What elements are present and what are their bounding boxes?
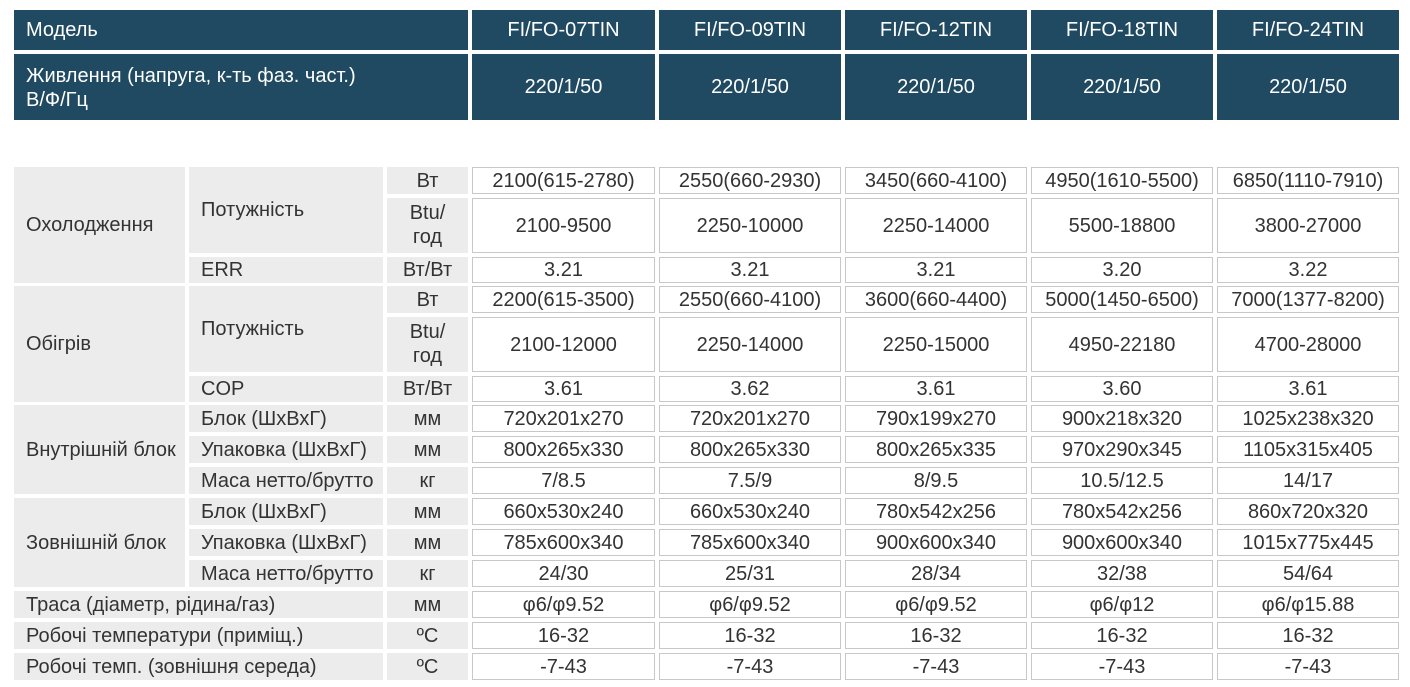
value-cell xyxy=(845,560,1027,587)
value-cell xyxy=(1217,591,1399,618)
group-text: Охолодження xyxy=(26,214,154,236)
unit-cell xyxy=(387,198,468,253)
value-cell xyxy=(472,622,655,649)
group-text: Внутрішній блок xyxy=(26,438,176,461)
param-outdoor-block xyxy=(189,498,383,525)
value-text: 970x290x345 xyxy=(1061,438,1183,461)
value-text: 3600(660-4400) xyxy=(864,288,1008,311)
unit-cell xyxy=(387,560,468,587)
value-text: 2250-14000 xyxy=(882,214,990,237)
unit-cell xyxy=(387,257,468,283)
value-cell xyxy=(472,167,655,194)
value-text: 16-32 xyxy=(1282,624,1334,647)
unit-text: год xyxy=(412,226,443,248)
unit-cell xyxy=(387,376,468,402)
value-text: 785x600x340 xyxy=(689,531,811,554)
param-text: Блок (ШхВхГ) xyxy=(201,500,327,523)
param-indoor-mass xyxy=(189,467,383,494)
power-text: 220/1/50 xyxy=(1269,76,1347,98)
value-text: 3.21 xyxy=(916,259,956,281)
param-text: COP xyxy=(201,378,245,400)
value-text: -7-43 xyxy=(1098,655,1146,678)
value-text: 7000(1377-8200) xyxy=(1231,288,1385,311)
value-text: 900x218x320 xyxy=(1061,407,1183,430)
value-cell xyxy=(1217,317,1399,372)
value-text: 790x199x270 xyxy=(875,407,997,430)
model-text: FI/FO-24TIN xyxy=(1251,19,1365,41)
model-name-4 xyxy=(1217,10,1399,50)
value-text: 10.5/12.5 xyxy=(1080,469,1164,492)
value-cell xyxy=(1031,198,1213,253)
value-text: -7-43 xyxy=(726,655,774,678)
value-cell xyxy=(472,405,655,432)
value-cell xyxy=(1217,198,1399,253)
value-cell xyxy=(1217,560,1399,587)
model-header-text: Модель xyxy=(26,19,98,41)
param-text: Маса нетто/брутто xyxy=(201,562,374,585)
unit-cell xyxy=(387,436,468,463)
value-text: 28/34 xyxy=(910,562,962,585)
value-text: 3.21 xyxy=(544,259,583,281)
power-supply-value-3 xyxy=(1031,54,1213,120)
unit-text: Вт/Вт xyxy=(402,378,453,400)
param-text: Блок (ШхВхГ) xyxy=(201,407,327,430)
param-temp-room xyxy=(14,622,383,649)
unit-text: Вт xyxy=(416,288,439,311)
unit-text: мм xyxy=(413,407,442,430)
unit-text: кг xyxy=(419,469,436,492)
value-text: 860x720x320 xyxy=(1247,500,1369,523)
value-text: 3.22 xyxy=(1288,259,1328,281)
value-text: 800x265x330 xyxy=(503,438,624,461)
unit-cell xyxy=(387,622,468,649)
param-text: Потужність xyxy=(201,199,305,221)
param-outdoor-mass xyxy=(189,560,383,587)
value-text: 2200(615-3500) xyxy=(492,288,635,311)
value-text: 4950-22180 xyxy=(1068,333,1176,356)
value-cell xyxy=(1217,529,1399,556)
model-text: FI/FO-09TIN xyxy=(693,19,807,41)
value-cell xyxy=(472,436,655,463)
value-text: 2250-10000 xyxy=(696,214,804,237)
value-cell xyxy=(1217,405,1399,432)
value-text: 800x265x330 xyxy=(689,438,811,461)
value-cell xyxy=(1031,560,1213,587)
param-text: Робочі температури (приміщ.) xyxy=(26,624,304,647)
value-cell xyxy=(1217,167,1399,194)
model-name-0 xyxy=(472,10,655,50)
value-text: 3450(660-4100) xyxy=(864,169,1008,192)
value-cell xyxy=(845,591,1027,618)
unit-cell xyxy=(387,591,468,618)
unit-cell xyxy=(387,653,468,680)
value-text: 2550(660-4100) xyxy=(678,288,822,311)
value-text: 24/30 xyxy=(538,562,589,585)
value-text: 720x201x270 xyxy=(503,407,624,430)
power-supply-value-1 xyxy=(659,54,841,120)
value-text: 4700-28000 xyxy=(1254,333,1362,356)
param-indoor-package xyxy=(189,436,383,463)
group-heating xyxy=(14,286,185,402)
unit-cell xyxy=(387,317,468,372)
value-cell xyxy=(845,622,1027,649)
unit-text: Btu/ xyxy=(409,202,446,224)
value-cell xyxy=(659,560,841,587)
value-cell xyxy=(472,560,655,587)
value-cell xyxy=(472,498,655,525)
value-cell xyxy=(659,529,841,556)
value-cell xyxy=(845,498,1027,525)
value-cell xyxy=(845,286,1027,313)
value-text: 900x600x340 xyxy=(1061,531,1183,554)
value-cell xyxy=(1031,498,1213,525)
value-text: 780x542x256 xyxy=(1061,500,1183,523)
param-text: Робочі темп. (зовнішня середа) xyxy=(26,655,317,678)
unit-cell xyxy=(387,405,468,432)
group-text: Зовнішній блок xyxy=(26,531,166,554)
value-cell xyxy=(1217,286,1399,313)
value-text: 2100-9500 xyxy=(515,214,612,237)
value-cell xyxy=(659,498,841,525)
value-text: 16-32 xyxy=(1096,624,1148,647)
param-text: Траса (діаметр, рідина/газ) xyxy=(26,593,276,616)
value-cell xyxy=(845,405,1027,432)
value-cell xyxy=(845,653,1027,680)
value-text: 3.61 xyxy=(916,378,956,400)
value-cell xyxy=(659,405,841,432)
power-text: 220/1/50 xyxy=(711,76,789,98)
param-route xyxy=(14,591,383,618)
value-cell xyxy=(845,317,1027,372)
value-cell xyxy=(1031,653,1213,680)
value-text: 720x201x270 xyxy=(689,407,811,430)
value-cell xyxy=(1217,653,1399,680)
value-cell xyxy=(659,286,841,313)
value-cell xyxy=(845,167,1027,194)
param-indoor-block xyxy=(189,405,383,432)
power-supply-label xyxy=(14,54,468,120)
value-text: φ6/φ15.88 xyxy=(1261,593,1355,616)
value-cell xyxy=(472,591,655,618)
power-supply-value-2 xyxy=(845,54,1027,120)
value-text: 3.61 xyxy=(1288,378,1328,400)
value-text: 800x265x335 xyxy=(875,438,997,461)
unit-cell xyxy=(387,167,468,194)
power-supply-label-line2: В/Ф/Гц xyxy=(26,89,88,111)
unit-cell xyxy=(387,498,468,525)
value-text: -7-43 xyxy=(912,655,960,678)
value-text: 3.20 xyxy=(1102,259,1142,281)
model-text: FI/FO-18TIN xyxy=(1065,19,1179,41)
power-supply-value-4 xyxy=(1217,54,1399,120)
group-outdoor xyxy=(14,498,185,587)
unit-text: ºC xyxy=(416,655,439,678)
value-cell xyxy=(1217,498,1399,525)
value-text: 3800-27000 xyxy=(1254,214,1362,237)
value-text: 8/9.5 xyxy=(913,469,959,492)
value-cell xyxy=(1031,167,1213,194)
value-text: 2100-12000 xyxy=(510,333,617,356)
unit-text: мм xyxy=(413,500,442,523)
value-cell xyxy=(659,257,841,283)
value-text: 900x600x340 xyxy=(875,531,997,554)
value-cell xyxy=(1031,257,1213,283)
unit-text: мм xyxy=(413,531,442,554)
power-text: 220/1/50 xyxy=(1083,76,1161,98)
value-text: 1015x775x445 xyxy=(1242,531,1374,554)
value-cell xyxy=(1217,467,1399,494)
value-cell xyxy=(659,167,841,194)
value-text: 25/31 xyxy=(724,562,776,585)
value-cell xyxy=(659,591,841,618)
value-cell xyxy=(845,436,1027,463)
value-text: 32/38 xyxy=(1096,562,1148,585)
value-cell xyxy=(659,467,841,494)
value-cell xyxy=(472,317,655,372)
value-text: 16-32 xyxy=(910,624,962,647)
model-text: FI/FO-12TIN xyxy=(879,19,993,41)
value-cell xyxy=(845,529,1027,556)
value-cell xyxy=(1031,405,1213,432)
value-text: 1025x238x320 xyxy=(1242,407,1374,430)
value-cell xyxy=(1031,591,1213,618)
model-name-2 xyxy=(845,10,1027,50)
model-name-1 xyxy=(659,10,841,50)
model-name-3 xyxy=(1031,10,1213,50)
group-text: Обігрів xyxy=(26,333,91,355)
unit-text: Вт xyxy=(416,169,439,192)
unit-text: кг xyxy=(419,562,436,585)
value-text: φ6/φ9.52 xyxy=(522,593,605,616)
value-cell xyxy=(472,529,655,556)
value-cell xyxy=(472,467,655,494)
model-text: FI/FO-07TIN xyxy=(507,19,620,41)
unit-cell xyxy=(387,286,468,313)
param-outdoor-package xyxy=(189,529,383,556)
value-cell xyxy=(472,198,655,253)
param-cooling-power xyxy=(189,167,383,253)
group-indoor xyxy=(14,405,185,494)
value-text: 5000(1450-6500) xyxy=(1045,288,1199,311)
value-text: 7.5/9 xyxy=(727,469,773,492)
value-cell xyxy=(1031,286,1213,313)
value-text: 5500-18800 xyxy=(1068,214,1176,237)
value-cell xyxy=(845,198,1027,253)
value-cell xyxy=(845,257,1027,283)
param-heating-power xyxy=(189,286,383,372)
value-text: 3.21 xyxy=(730,259,770,281)
unit-text: ºC xyxy=(416,624,439,647)
value-cell xyxy=(1217,622,1399,649)
value-cell xyxy=(1031,436,1213,463)
value-cell xyxy=(1217,376,1399,402)
value-text: 16-32 xyxy=(724,624,776,647)
value-text: 54/64 xyxy=(1282,562,1334,585)
value-cell xyxy=(659,622,841,649)
param-err xyxy=(189,257,383,283)
power-text: 220/1/50 xyxy=(897,76,975,98)
param-text: Потужність xyxy=(201,318,305,340)
unit-cell xyxy=(387,467,468,494)
value-cell xyxy=(1217,257,1399,283)
value-text: 660x530x240 xyxy=(503,500,624,523)
value-text: 2100(615-2780) xyxy=(492,169,635,192)
value-text: φ6/φ9.52 xyxy=(709,593,791,616)
value-cell xyxy=(659,317,841,372)
value-cell xyxy=(1031,376,1213,402)
unit-text: год xyxy=(412,345,443,367)
value-text: -7-43 xyxy=(540,655,587,678)
power-supply-value-0 xyxy=(472,54,655,120)
power-text: 220/1/50 xyxy=(524,76,603,98)
value-cell xyxy=(472,286,655,313)
value-text: φ6/φ12 xyxy=(1089,593,1155,616)
value-cell xyxy=(1031,317,1213,372)
value-cell xyxy=(1217,436,1399,463)
power-supply-label-line1: Живлення (напруга, к-ть фаз. част.) xyxy=(26,65,356,87)
unit-text: мм xyxy=(413,438,442,461)
value-cell xyxy=(1031,467,1213,494)
value-cell xyxy=(1031,529,1213,556)
param-text: Упаковка (ШхВхГ) xyxy=(201,531,367,554)
param-temp-out xyxy=(14,653,383,680)
model-header-label xyxy=(14,10,468,50)
value-cell xyxy=(659,436,841,463)
unit-text: мм xyxy=(413,593,442,616)
value-text: 6850(1110-7910) xyxy=(1232,169,1384,192)
value-text: 16-32 xyxy=(537,624,590,647)
value-text: 2550(660-2930) xyxy=(678,169,822,192)
value-cell xyxy=(659,653,841,680)
value-cell xyxy=(472,376,655,402)
value-cell xyxy=(845,467,1027,494)
value-text: 660x530x240 xyxy=(689,500,811,523)
value-text: 3.62 xyxy=(730,378,770,400)
value-text: φ6/φ9.52 xyxy=(895,593,977,616)
value-cell xyxy=(659,198,841,253)
value-text: 3.61 xyxy=(544,378,583,400)
value-text: 3.60 xyxy=(1102,378,1142,400)
group-cooling xyxy=(14,167,185,283)
param-text: ERR xyxy=(201,259,244,281)
param-text: Маса нетто/брутто xyxy=(201,469,374,492)
unit-text: Btu/ xyxy=(409,321,446,343)
value-text: 4950(1610-5500) xyxy=(1045,169,1199,192)
value-cell xyxy=(472,257,655,283)
value-text: -7-43 xyxy=(1284,655,1332,678)
value-text: 780x542x256 xyxy=(875,500,997,523)
value-text: 2250-15000 xyxy=(882,333,990,356)
param-cop xyxy=(189,376,383,402)
value-cell xyxy=(845,376,1027,402)
value-cell xyxy=(472,653,655,680)
value-cell xyxy=(1031,622,1213,649)
value-text: 2250-14000 xyxy=(696,333,804,356)
unit-cell xyxy=(387,529,468,556)
value-text: 1105x315x405 xyxy=(1243,438,1373,461)
value-cell xyxy=(659,376,841,402)
value-text: 14/17 xyxy=(1282,469,1334,492)
value-text: 785x600x340 xyxy=(503,531,624,554)
unit-text: Вт/Вт xyxy=(402,259,453,281)
value-text: 7/8.5 xyxy=(541,469,586,492)
param-text: Упаковка (ШхВхГ) xyxy=(201,438,367,461)
